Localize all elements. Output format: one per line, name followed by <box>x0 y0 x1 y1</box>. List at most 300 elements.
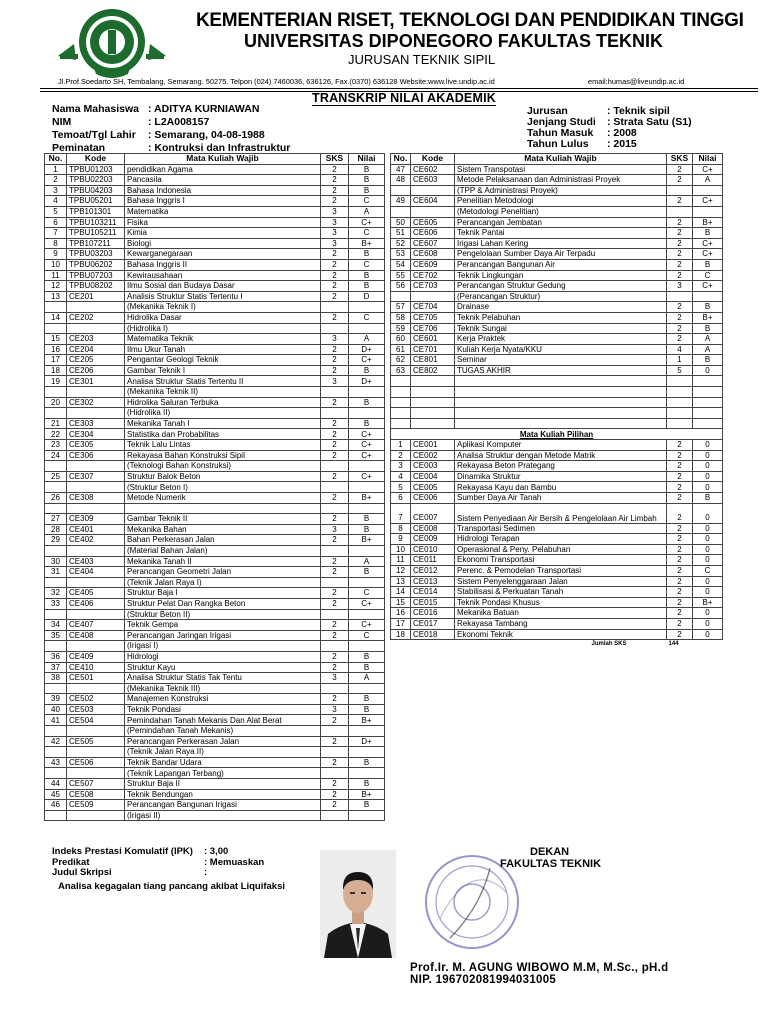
cell-kode: TPBU01203 <box>67 164 125 175</box>
cell-kode <box>411 291 455 302</box>
cell-kode: CE009 <box>411 534 455 545</box>
cell-kode: TPBU06202 <box>67 259 125 270</box>
cell-no <box>45 768 67 779</box>
cell-sks: 2 <box>667 608 693 619</box>
cell-nilai: C <box>349 228 385 239</box>
cell-no: 3 <box>45 185 67 196</box>
cell-sks: 2 <box>667 238 693 249</box>
cell-no: 6 <box>45 217 67 228</box>
cell-kode: CE801 <box>411 355 455 366</box>
cell-kode: CE204 <box>67 344 125 355</box>
table-row <box>391 482 723 493</box>
table-row <box>45 726 385 737</box>
cell-mata-kuliah: Bahasa Indonesia <box>125 185 321 196</box>
table-row <box>391 397 723 408</box>
cell-mata-kuliah: Matematika Teknik <box>125 334 321 345</box>
cell-kode <box>411 206 455 217</box>
table-row <box>391 175 723 186</box>
cell-mata-kuliah: (Metodologi Penelitian) <box>455 206 667 217</box>
cell-kode: CE701 <box>411 344 455 355</box>
cell-kode: CE706 <box>411 323 455 334</box>
cell-nilai: D+ <box>349 376 385 387</box>
cell-mata-kuliah: Perancangan Bangunan Irigasi <box>125 800 321 811</box>
cell-mata-kuliah: Pengantar Geologi Teknik <box>125 355 321 366</box>
table-row <box>45 747 385 758</box>
cell-kode: CE015 <box>411 597 455 608</box>
cell-kode <box>67 482 125 493</box>
table-row <box>45 418 385 429</box>
table-row <box>45 482 385 493</box>
table-row <box>45 164 385 175</box>
cell-mata-kuliah: Rekayasa Bahan Konstruksi Sipil <box>125 450 321 461</box>
cell-sks: 2 <box>321 440 349 451</box>
table-row <box>391 281 723 292</box>
cell-sks: 2 <box>321 588 349 599</box>
cell-no <box>45 683 67 694</box>
table-row <box>391 185 723 196</box>
address-line <box>58 77 758 86</box>
table-row <box>45 217 385 228</box>
nim-label: NIM <box>52 116 72 128</box>
cell-no <box>45 577 67 588</box>
cell-no: 42 <box>45 736 67 747</box>
cell-nilai: B <box>349 397 385 408</box>
cell-nilai: B <box>693 259 723 270</box>
cell-nilai <box>349 747 385 758</box>
cell-nilai <box>349 408 385 419</box>
cell-nilai: B <box>349 567 385 578</box>
cell-kode: TPB107211 <box>67 238 125 249</box>
cell-kode: CE016 <box>411 608 455 619</box>
cell-mata-kuliah: Analisa Struktur dengan Metode Matrik <box>455 450 667 461</box>
cell-mata-kuliah: Teknik Lingkungan <box>455 270 667 281</box>
cell-no: 11 <box>45 270 67 281</box>
cell-sks: 2 <box>321 185 349 196</box>
cell-sks: 2 <box>321 259 349 270</box>
cell-nilai: C+ <box>693 196 723 207</box>
cell-kode: CE307 <box>67 471 125 482</box>
cell-sks: 4 <box>667 344 693 355</box>
cell-sks: 2 <box>667 555 693 566</box>
table-row <box>45 598 385 609</box>
cell-mata-kuliah: Bahasa Inggris I <box>125 196 321 207</box>
cell-kode: CE004 <box>411 471 455 482</box>
cell-mata-kuliah: Rekayasa Beton Prategang <box>455 461 667 472</box>
col-sks: SKS <box>321 154 349 165</box>
cell-kode: CE703 <box>411 281 455 292</box>
cell-mata-kuliah: Kuliah Kerja Nyata/KKU <box>455 344 667 355</box>
cell-no <box>45 609 67 620</box>
table-row <box>391 206 723 217</box>
cell-kode: CE306 <box>67 450 125 461</box>
jurusan-value: : Teknik sipil <box>607 105 670 117</box>
table-row <box>45 704 385 715</box>
table-row <box>45 683 385 694</box>
cell-nilai: C+ <box>349 471 385 482</box>
table-row <box>45 524 385 535</box>
cell-mata-kuliah: Sistem Penyediaan Air Bersih & Pengelolaan Air Limbah <box>455 503 667 523</box>
table-row <box>45 736 385 747</box>
cell-mata-kuliah: Sistem Penyelenggaraan Jalan <box>455 576 667 587</box>
cell-no <box>391 387 411 398</box>
cell-kode: CE206 <box>67 365 125 376</box>
cell-nilai: C <box>693 565 723 576</box>
cell-no <box>391 291 411 302</box>
cell-no <box>45 408 67 419</box>
table-row <box>45 779 385 790</box>
cell-no: 2 <box>45 175 67 186</box>
ipk-label: Indeks Prestasi Komulatif (IPK) <box>52 846 193 857</box>
cell-nilai: C+ <box>693 238 723 249</box>
ttl-label: Temoat/Tgl Lahir <box>52 129 136 141</box>
table-row <box>45 461 385 472</box>
table-row <box>391 408 723 419</box>
cell-mata-kuliah: Teknik Bendungan <box>125 789 321 800</box>
cell-nilai: C <box>349 588 385 599</box>
cell-mata-kuliah: Teknik Lalu Lintas <box>125 440 321 451</box>
cell-no: 1 <box>45 164 67 175</box>
cell-no: 31 <box>45 567 67 578</box>
cell-mata-kuliah: Perancangan Bangunan Air <box>455 259 667 270</box>
cell-nilai: 0 <box>693 440 723 451</box>
table-row <box>45 312 385 323</box>
cell-mata-kuliah: Perancangan Jembatan <box>455 217 667 228</box>
cell-nilai: B <box>693 493 723 504</box>
cell-nilai <box>349 810 385 821</box>
cell-nilai: A <box>349 556 385 567</box>
cell-no: 25 <box>45 471 67 482</box>
right-table-header <box>391 154 723 165</box>
table-row <box>45 800 385 811</box>
cell-kode: CE409 <box>67 651 125 662</box>
student-nim-row <box>52 116 209 128</box>
cell-mata-kuliah: Aplikasi Komputer <box>455 440 667 451</box>
table-row <box>45 567 385 578</box>
cell-kode: CE005 <box>411 482 455 493</box>
table-row <box>391 503 723 523</box>
judul-label: Judul Skripsi <box>52 867 112 878</box>
cell-sks: 2 <box>667 270 693 281</box>
cell-mata-kuliah: Kewirausahaan <box>125 270 321 281</box>
cell-kode: CE002 <box>411 450 455 461</box>
table-row <box>45 694 385 705</box>
cell-nilai: D+ <box>349 736 385 747</box>
cell-sks: 2 <box>321 164 349 175</box>
cell-no <box>45 747 67 758</box>
cell-kode <box>67 408 125 419</box>
cell-sks: 2 <box>321 355 349 366</box>
cell-mata-kuliah: Analisa Struktur Statis Tertentu II <box>125 376 321 387</box>
cell-sks: 2 <box>321 779 349 790</box>
table-row <box>45 259 385 270</box>
table-row <box>391 629 723 640</box>
cell-sks: 2 <box>321 598 349 609</box>
cell-mata-kuliah: Hidrologi <box>125 651 321 662</box>
table-row <box>45 397 385 408</box>
cell-mata-kuliah: Analisis Struktur Statis Tertentu I <box>125 291 321 302</box>
cell-kode: CE304 <box>67 429 125 440</box>
cell-kode: CE406 <box>67 598 125 609</box>
cell-mata-kuliah: (Teknik Jalan Raya II) <box>125 747 321 758</box>
cell-no: 38 <box>45 673 67 684</box>
cell-mata-kuliah: (Teknologi Bahan Konstruksi) <box>125 461 321 472</box>
cell-nilai: B <box>349 662 385 673</box>
cell-no <box>45 482 67 493</box>
cell-mata-kuliah: Perancangan Geometri Jalan <box>125 567 321 578</box>
cell-no: 5 <box>391 482 411 493</box>
cell-nilai: C+ <box>349 450 385 461</box>
cell-nilai <box>349 683 385 694</box>
cell-sks: 2 <box>321 249 349 260</box>
cell-nilai: 0 <box>693 555 723 566</box>
cell-kode: CE502 <box>67 694 125 705</box>
cell-sks: 2 <box>321 535 349 546</box>
cell-mata-kuliah: Teknik Pondasi <box>125 704 321 715</box>
col-kode: Kode <box>411 154 455 165</box>
cell-kode <box>411 418 455 429</box>
table-row <box>45 662 385 673</box>
col-no: No. <box>391 154 411 165</box>
cell-no: 48 <box>391 175 411 186</box>
cell-sks: 2 <box>321 567 349 578</box>
cell-kode: CE205 <box>67 355 125 366</box>
cell-sks <box>321 683 349 694</box>
cell-nilai: B <box>349 514 385 525</box>
table-row <box>45 355 385 366</box>
cell-no: 18 <box>391 629 411 640</box>
cell-no: 62 <box>391 355 411 366</box>
cell-sks <box>321 609 349 620</box>
student-name-row <box>52 103 259 115</box>
cell-sks: 2 <box>321 736 349 747</box>
col-kode: Kode <box>67 154 125 165</box>
dekan-nip: NIP. 196702081994031005 <box>410 974 557 986</box>
table-row <box>391 440 723 451</box>
table-row <box>45 238 385 249</box>
cell-mata-kuliah: Teknik Gempa <box>125 620 321 631</box>
table-row <box>45 641 385 652</box>
cell-nilai: B <box>349 365 385 376</box>
cell-no: 12 <box>391 565 411 576</box>
cell-kode <box>67 323 125 334</box>
cell-mata-kuliah: Operasional & Peny. Pelabuhan <box>455 544 667 555</box>
left-table-header <box>45 154 385 165</box>
cell-kode <box>67 683 125 694</box>
cell-mata-kuliah: (Struktur Beton I) <box>125 482 321 493</box>
cell-no <box>45 461 67 472</box>
cell-sks: 2 <box>667 217 693 228</box>
cell-sks: 2 <box>321 662 349 673</box>
cell-nilai: C <box>349 630 385 641</box>
table-row <box>45 620 385 631</box>
table-row <box>391 355 723 366</box>
cell-nilai: B+ <box>349 238 385 249</box>
table-row <box>45 323 385 334</box>
cell-kode: CE410 <box>67 662 125 673</box>
cell-sks <box>321 577 349 588</box>
cell-mata-kuliah: Hidrolika Saluran Terbuka <box>125 397 321 408</box>
cell-sks: 2 <box>667 534 693 545</box>
cell-nilai: 0 <box>693 587 723 598</box>
cell-sks: 5 <box>667 365 693 376</box>
cell-mata-kuliah: Mekanika Bahan <box>125 524 321 535</box>
cell-no: 13 <box>45 291 67 302</box>
cell-nilai: 0 <box>693 503 723 523</box>
table-row <box>45 471 385 482</box>
cell-kode: CE506 <box>67 757 125 768</box>
lulus-label: Tahun Lulus <box>527 138 589 150</box>
cell-sks: 2 <box>667 312 693 323</box>
cell-sks <box>321 302 349 313</box>
table-row <box>45 440 385 451</box>
cell-sks: 2 <box>667 544 693 555</box>
cell-no: 4 <box>45 196 67 207</box>
cell-sks <box>667 397 693 408</box>
cell-kode: CE303 <box>67 418 125 429</box>
cell-sks <box>667 418 693 429</box>
cell-no <box>391 185 411 196</box>
cell-mata-kuliah: Perancangan Perkerasan Jalan <box>125 736 321 747</box>
cell-mata-kuliah: Struktur Pelat Dan Rangka Beton <box>125 598 321 609</box>
table-row <box>391 312 723 323</box>
cell-kode: CE602 <box>411 164 455 175</box>
judul-skripsi: Analisa kegagalan tiang pancang akibat Liquifaksi <box>58 881 286 892</box>
cell-mata-kuliah: Matematika <box>125 206 321 217</box>
cell-sks: 2 <box>321 270 349 281</box>
cell-mata-kuliah: TUGAS AKHIR <box>455 365 667 376</box>
cell-sks: 2 <box>321 429 349 440</box>
table-row <box>45 651 385 662</box>
table-row <box>45 630 385 641</box>
cell-mata-kuliah: Rekayasa Tambang <box>455 618 667 629</box>
cell-kode: CE704 <box>411 302 455 313</box>
cell-nilai: B <box>349 185 385 196</box>
pilihan-title: Mata Kuliah Pilihan <box>391 429 723 440</box>
cell-nilai <box>349 302 385 313</box>
cell-mata-kuliah: (Hidrolika I) <box>125 323 321 334</box>
cell-sks: 2 <box>667 164 693 175</box>
cell-kode: CE605 <box>411 217 455 228</box>
cell-no <box>391 418 411 429</box>
cell-kode <box>411 387 455 398</box>
cell-no: 9 <box>391 534 411 545</box>
cell-no: 55 <box>391 270 411 281</box>
table-row <box>391 291 723 302</box>
cell-sks <box>321 461 349 472</box>
cell-no <box>45 302 67 313</box>
cell-nilai: B+ <box>349 715 385 726</box>
cell-sks: 2 <box>667 629 693 640</box>
cell-kode: CE407 <box>67 620 125 631</box>
cell-kode: CE006 <box>411 493 455 504</box>
cell-nilai <box>693 418 723 429</box>
cell-kode: TPBU02203 <box>67 175 125 186</box>
col-nilai: Nilai <box>693 154 723 165</box>
cell-kode: CE012 <box>411 565 455 576</box>
cell-nilai: 0 <box>693 629 723 640</box>
cell-nilai: C+ <box>693 281 723 292</box>
cell-no: 11 <box>391 555 411 566</box>
cell-kode: CE802 <box>411 365 455 376</box>
cell-mata-kuliah: Teknik Pantai <box>455 228 667 239</box>
cell-nilai <box>693 408 723 419</box>
cell-no: 54 <box>391 259 411 270</box>
cell-no <box>45 503 67 514</box>
cell-sks: 2 <box>667 259 693 270</box>
cell-nilai: 0 <box>693 608 723 619</box>
cell-mata-kuliah <box>455 376 667 387</box>
cell-sks: 2 <box>667 461 693 472</box>
cell-kode: CE202 <box>67 312 125 323</box>
cell-no: 59 <box>391 323 411 334</box>
table-row <box>391 217 723 228</box>
cell-sks <box>667 376 693 387</box>
cell-sks: 1 <box>667 355 693 366</box>
cell-mata-kuliah: (Perancangan Struktur) <box>455 291 667 302</box>
table-row <box>391 387 723 398</box>
cell-no: 53 <box>391 249 411 260</box>
cell-no: 21 <box>45 418 67 429</box>
university-logo <box>58 8 166 78</box>
cell-no: 29 <box>45 535 67 546</box>
cell-no: 63 <box>391 365 411 376</box>
cell-kode <box>67 302 125 313</box>
table-row <box>391 597 723 608</box>
cell-nilai: C+ <box>693 249 723 260</box>
cell-sks: 3 <box>321 217 349 228</box>
cell-mata-kuliah: Teknik Bandar Udara <box>125 757 321 768</box>
cell-kode: CE305 <box>67 440 125 451</box>
table-row <box>391 587 723 598</box>
cell-sks <box>667 387 693 398</box>
cell-sks: 3 <box>321 238 349 249</box>
masuk-value: : 2008 <box>607 127 637 139</box>
cell-kode <box>67 768 125 779</box>
cell-mata-kuliah: (Struktur Beton II) <box>125 609 321 620</box>
cell-kode: TPBU103211 <box>67 217 125 228</box>
dekan-name: Prof.Ir. M. AGUNG WIBOWO M.M, M.Sc., pH.d <box>410 962 669 974</box>
table-row <box>45 281 385 292</box>
table-row <box>391 618 723 629</box>
cell-nilai: A <box>349 334 385 345</box>
cell-mata-kuliah: Kerja Praktek <box>455 334 667 345</box>
cell-mata-kuliah: Metode Pelaksanaan dan Administrasi Proyek <box>455 175 667 186</box>
cell-kode: CE402 <box>67 535 125 546</box>
cell-kode: TPBU05201 <box>67 196 125 207</box>
cell-nilai: B <box>349 418 385 429</box>
cell-no: 44 <box>45 779 67 790</box>
cell-mata-kuliah: Teknik Sungai <box>455 323 667 334</box>
table-row <box>45 556 385 567</box>
cell-mata-kuliah: Gambar Teknik I <box>125 365 321 376</box>
cell-no <box>45 387 67 398</box>
cell-sks: 2 <box>321 312 349 323</box>
cell-sks: 2 <box>667 196 693 207</box>
jurusan-label: Jurusan <box>527 105 568 117</box>
cell-mata-kuliah: Hidrologi Terapan <box>455 534 667 545</box>
cell-nilai: 0 <box>693 482 723 493</box>
table-row <box>45 535 385 546</box>
cell-kode <box>411 185 455 196</box>
cell-sks: 3 <box>321 228 349 239</box>
cell-nilai: 0 <box>693 461 723 472</box>
cell-kode: CE011 <box>411 555 455 566</box>
cell-kode <box>67 641 125 652</box>
col-mata-kuliah: Mata Kuliah Wajib <box>455 154 667 165</box>
cell-no: 7 <box>391 503 411 523</box>
cell-no: 16 <box>45 344 67 355</box>
cell-no: 34 <box>45 620 67 631</box>
